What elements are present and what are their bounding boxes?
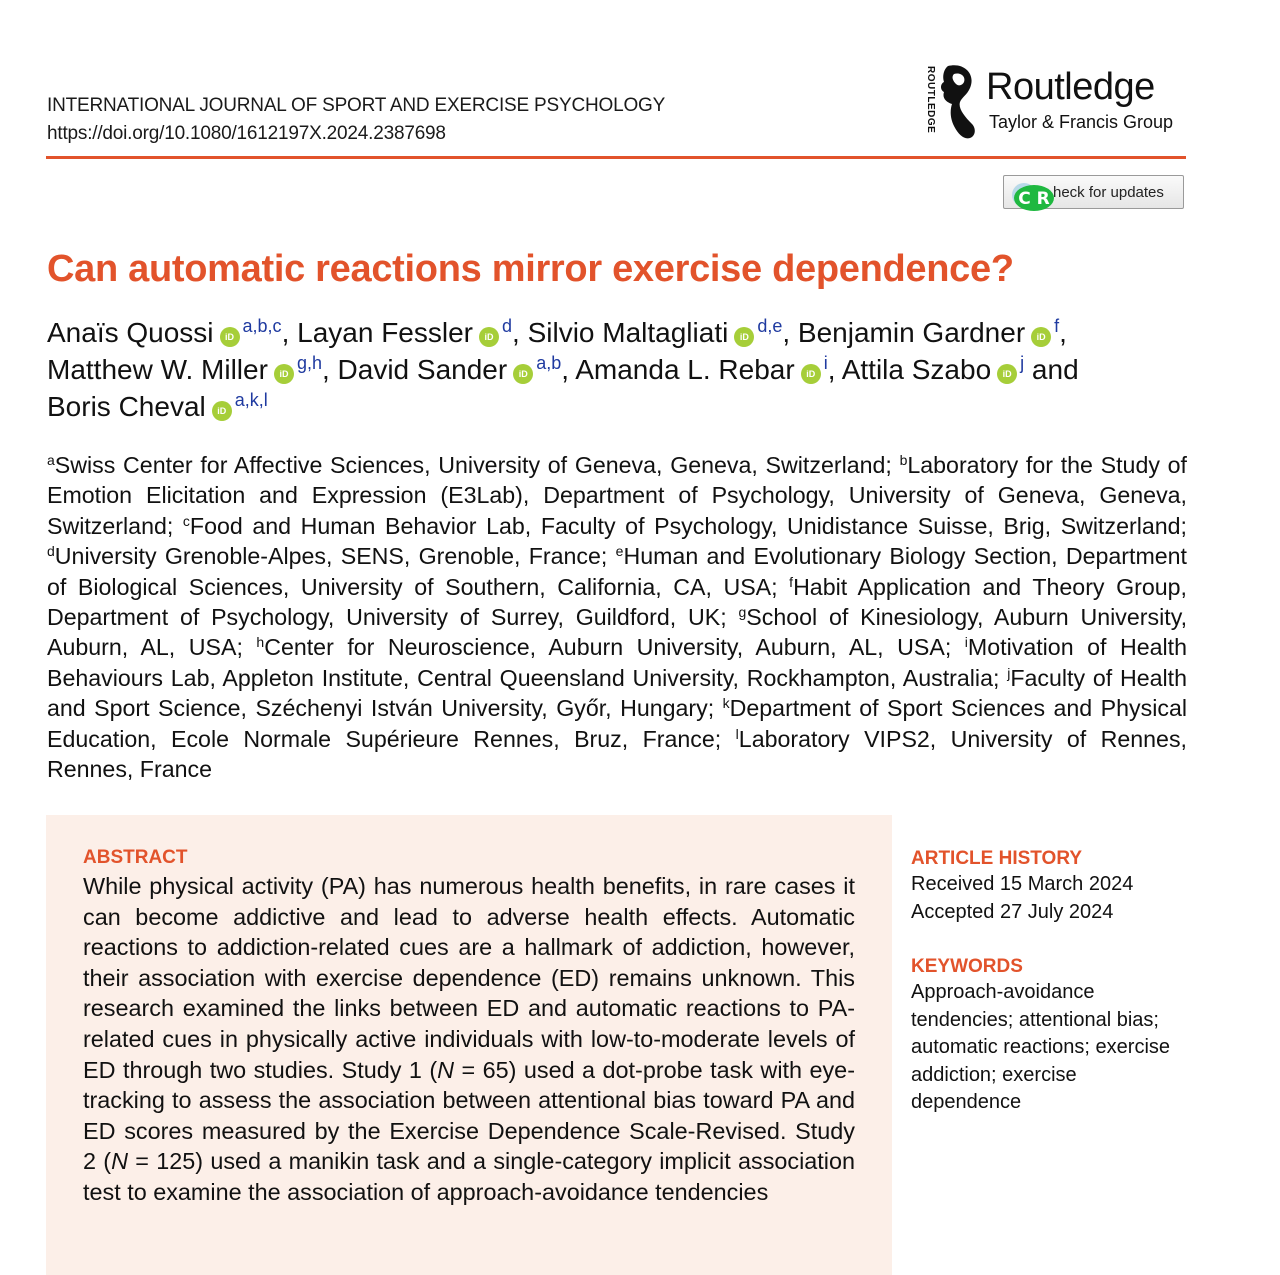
affiliation-key: g [738,604,747,621]
affiliation-key: k [722,695,730,712]
abstract-text-part: ) used a dot-probe task with eye-tracking to assess the association between attentional bias toward PA and ED scores measured by the Exercise Dependence Scale-Revised. Study 2 ( [83,1056,855,1175]
author-separator: , [1059,317,1067,348]
author-separator: , [512,317,528,348]
author [47,391,268,422]
journal-header [47,92,665,148]
affiliation-text: Motivation of Health Behaviours Lab, Appleton Institute, Central Queensland University, Rockhampton, Australia; [47,634,1187,691]
routledge-head-icon [936,64,978,140]
affiliation-key: c [182,512,190,529]
affiliation-text: Laboratory VIPS2, University of Rennes, Rennes, France [47,725,1187,783]
orcid-icon[interactable]: iD [1031,327,1051,347]
affiliation-text: Food and Human Behavior Lab, Faculty of Psychology, Unidistance Suisse, Brig, Switzerland; [189,512,1187,539]
abstract-section [46,815,892,1275]
affiliation-text: Habit Application and Theory Group, Department of Psychology, University of Surrey, Guildford, UK; [47,573,1187,631]
affiliation-text: School of Kinesiology, Auburn University, Auburn, AL, USA; [47,604,1188,661]
author-affiliation-ref[interactable]: d [502,316,513,336]
orcid-icon[interactable]: iD [997,364,1017,384]
author-affiliation-ref[interactable]: d,e [757,316,783,336]
affiliations [47,450,1187,784]
affiliation-key: j [1007,664,1011,681]
author-affiliation-ref[interactable]: a,b,c [242,316,282,336]
author-affiliation-ref[interactable]: i [823,353,828,373]
orcid-icon[interactable]: iD [479,327,499,347]
author-name: Benjamin Gardner [797,317,1026,348]
accepted-date: Accepted 27 July 2024 [911,900,1114,923]
affiliation-text: Center for Neuroscience, Auburn University, Auburn, AL, USA; [264,634,965,661]
author [47,317,282,348]
header-divider [46,156,1186,159]
logo-vertical-text: ROUTLEDGE [925,66,936,134]
affiliation-text: University Grenoble-Alpes, SENS, Grenoble, France; [54,543,616,570]
affiliation-key: f [789,573,794,590]
article-history-heading: ARTICLE HISTORY [911,848,1083,869]
affiliation-key: h [256,634,265,651]
affiliation-text: Faculty of Health and Sport Science, Széchenyi István University, Győr, Hungary; [47,664,1187,722]
abstract-text [83,871,855,1208]
author [297,317,512,348]
abstract-heading: ABSTRACT [83,847,188,868]
publisher-group: Taylor & Francis Group [989,112,1174,132]
author [798,317,1059,348]
sample-size-value: = 65 [454,1056,509,1083]
abstract-text-part: ) used a manikin task and a single-category implicit association test to examine the association of approach-avoidance tendencies [83,1148,856,1205]
author-name: Silvio Maltagliati [527,317,729,348]
sample-size-symbol: N [111,1148,128,1175]
author-name: Anaïs Quossi [47,317,214,348]
publisher-name: Routledge [986,66,1155,108]
orcid-icon[interactable]: iD [734,327,754,347]
author [575,354,827,385]
sample-size-value: = 125 [128,1148,196,1175]
author-separator: , [782,317,798,348]
author-separator: and [1024,354,1079,385]
author-separator: , [281,317,298,348]
article-sidebar [911,847,1201,1117]
affiliation-text: Human and Evolutionary Biology Section, Department of Biological Sciences, University of Southern, California, CA, USA; [47,543,1187,600]
affiliation-key: a [47,452,55,468]
author-separator: , [561,354,576,385]
check-for-updates-button[interactable] [1003,175,1184,209]
author-name: David Sander [337,354,508,385]
orcid-icon[interactable]: iD [513,364,533,384]
abstract-text-part: While physical activity (PA) has numerous health benefits, in rare cases it can become addictive and lead to adverse health effects. Automatic reactions to addiction-related cues are a hallmark of addiction, however, their association with exercise dependence (ED) remains unknown. This research examined the links between ED and automatic reactions to PA-related cues in physically active individuals with low-to-moderate levels of ED through two studies. Study 1 ( [83,873,855,1083]
orcid-icon[interactable]: iD [220,327,240,347]
check-for-updates-label: heck for updates [1053,184,1164,201]
svg-text:C R: C R [1018,189,1050,209]
crossmark-icon [1010,180,1058,214]
author-name: Boris Cheval [47,391,206,422]
affiliation-key: d [47,543,55,560]
author-name: Attila Szabo [841,354,992,385]
author-affiliation-ref[interactable]: a,b [536,353,562,373]
affiliation-key: l [735,725,739,742]
doi-link[interactable]: https://doi.org/10.1080/1612197X.2024.2387698 [47,123,446,144]
author-separator: , [827,354,842,385]
author-affiliation-ref[interactable]: j [1020,353,1025,373]
journal-name: INTERNATIONAL JOURNAL OF SPORT AND EXERCISE PSYCHOLOGY [47,95,666,116]
author-separator: , [321,354,338,385]
orcid-icon[interactable]: iD [801,364,821,384]
author [842,354,1024,385]
author-affiliation-ref[interactable]: f [1054,316,1060,336]
orcid-icon[interactable]: iD [212,401,232,421]
article-title: Can automatic reactions mirror exercise dependence? [47,248,1014,290]
affiliation-key: i [964,634,968,651]
affiliation-key: e [615,543,624,560]
affiliation-text: Laboratory for the Study of Emotion Elicitation and Expression (E3Lab), Department of Psychology, University of Geneva, Geneva, Switzerland; [47,452,1187,539]
sample-size-symbol: N [437,1056,455,1083]
author-name: Layan Fessler [297,317,473,348]
author [528,317,783,348]
author-affiliation-ref[interactable]: a,k,l [234,390,268,410]
orcid-icon[interactable]: iD [274,364,294,384]
author-list [47,314,1192,425]
author-name: Matthew W. Miller [47,354,268,385]
author-name: Amanda L. Rebar [575,354,795,385]
routledge-logo [920,62,1190,142]
author-affiliation-ref[interactable]: g,h [296,353,322,373]
affiliation-text: Department of Sport Sciences and Physical Education, Ecole Normale Supérieure Rennes, Bruz, France; [47,695,1187,752]
author [338,354,562,385]
keywords-list: Approach-avoidance tendencies; attentional bias; automatic reactions; exercise addiction; exercise dependence [911,981,1171,1113]
affiliation-text: Swiss Center for Affective Sciences, University of Geneva, Geneva, Switzerland; [54,452,900,478]
affiliation-key: b [899,452,908,468]
received-date: Received 15 March 2024 [911,873,1134,895]
author [47,354,322,385]
keywords-heading: KEYWORDS [911,956,1023,977]
